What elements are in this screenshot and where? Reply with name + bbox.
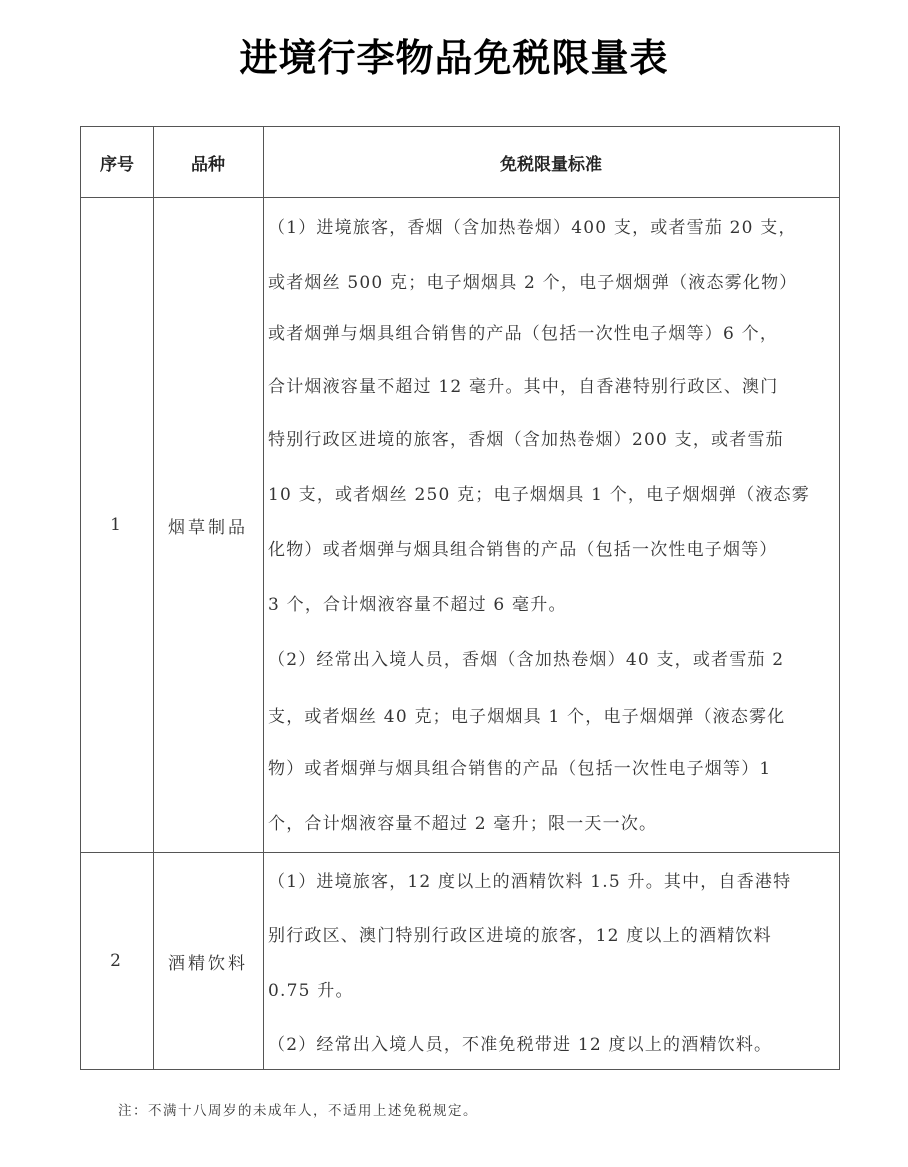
page-title: 进境行李物品免税限量表 [239,36,669,80]
row-1-standard-line: （1）进境旅客，香烟（含加热卷烟）400 支，或者雪茄 20 支， [268,218,797,238]
row-2-index: 2 [110,951,124,971]
row-1-standard-line: 化物）或者烟弹与烟具组合销售的产品（包括一次性电子烟等） [268,540,778,560]
header-category: 品种 [191,155,225,175]
row-1-standard-line: 个，合计烟液容量不超过 2 毫升；限一天一次。 [268,814,658,834]
row-2-category: 酒精饮料 [168,953,248,974]
row-2-standard-line: 0.75 升。 [268,981,354,1001]
footnote: 注：不满十八周岁的未成年人，不适用上述免税规定。 [118,1103,478,1119]
row-1-standard-line: （2）经常出入境人员，香烟（含加热卷烟）40 支，或者雪茄 2 [268,650,785,670]
row-1-standard-line: 特别行政区进境的旅客，香烟（含加热卷烟）200 支，或者雪茄 [268,430,784,450]
row-2-standard-line: 别行政区、澳门特别行政区进境的旅客，12 度以上的酒精饮料 [268,926,772,946]
row-1-standard-line: 或者烟丝 500 克；电子烟烟具 2 个，电子烟烟弹（液态雾化物） [268,273,798,293]
row-1-category: 烟草制品 [168,517,248,538]
row-2-standard-line: （1）进境旅客，12 度以上的酒精饮料 1.5 升。其中，自香港特 [268,872,792,892]
row-1-standard-line: 或者烟弹与烟具组合销售的产品（包括一次性电子烟等）6 个， [268,324,779,344]
row-2-standard-line: （2）经常出入境人员，不准免税带进 12 度以上的酒精饮料。 [268,1035,773,1055]
header-standard: 免税限量标准 [500,155,602,175]
row-1-standard-line: 合计烟液容量不超过 12 毫升。其中，自香港特别行政区、澳门 [268,377,779,397]
row-1-standard-line: 支，或者烟丝 40 克；电子烟烟具 1 个，电子烟烟弹（液态雾化 [268,707,786,727]
row-1-standard-line: 物）或者烟弹与烟具组合销售的产品（包括一次性电子烟等）1 [268,759,772,779]
header-index: 序号 [100,155,134,175]
row-1-standard-line: 3 个，合计烟液容量不超过 6 毫升。 [268,595,567,615]
column-divider [263,127,264,1069]
row-1-index: 1 [110,515,124,535]
row-1-standard-line: 10 支，或者烟丝 250 克；电子烟烟具 1 个，电子烟烟弹（液态雾 [268,485,810,505]
